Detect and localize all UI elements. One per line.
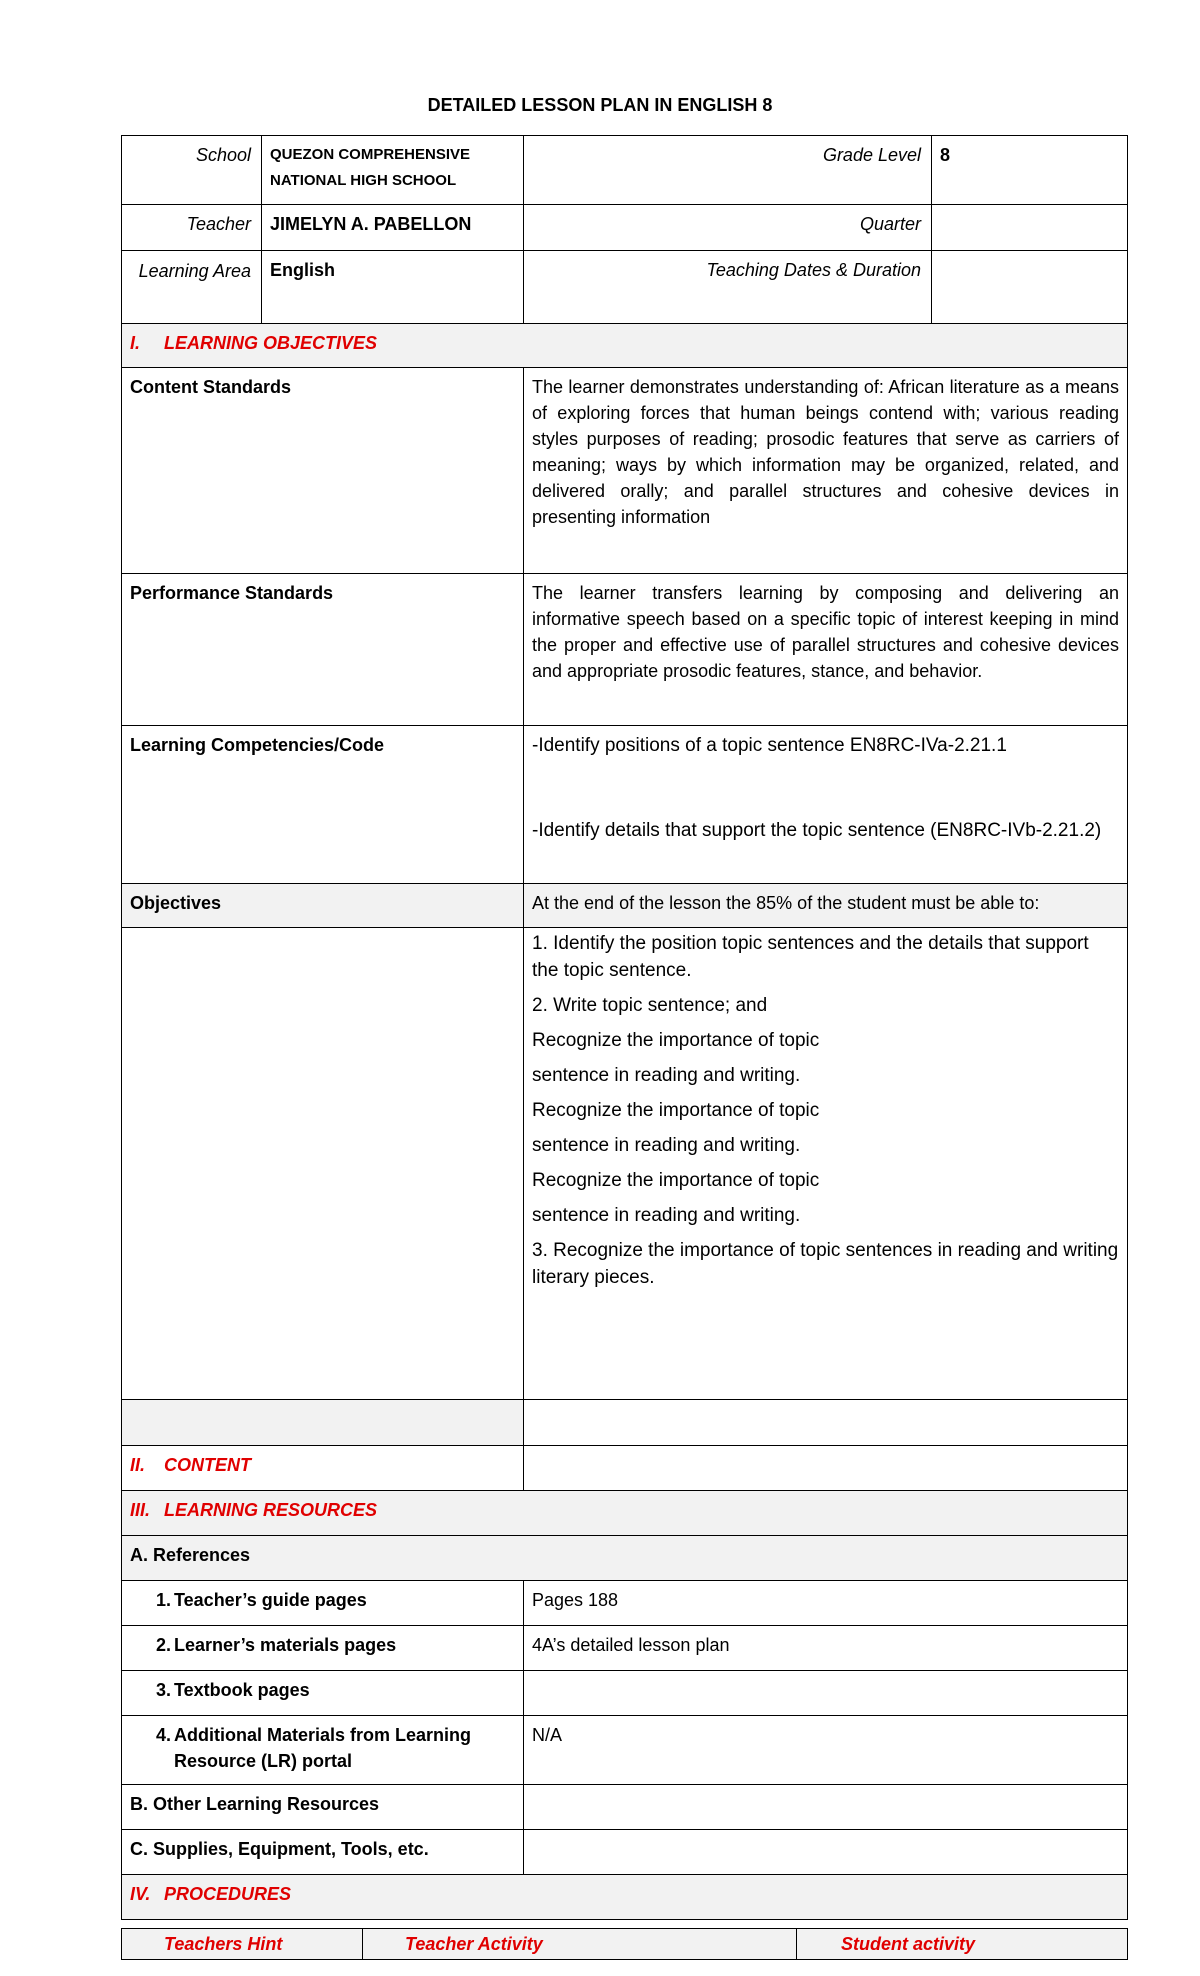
empty-row [122,1400,1128,1446]
reference-label: Additional Materials from Learning [174,1725,472,1745]
column-header-teachers-hint: Teachers Hint [122,1929,363,1960]
competencies-row [122,726,1128,884]
learning-area-label: Learning Area [122,251,262,324]
section-learning-resources [122,1491,1128,1536]
section-number: I. [130,333,141,353]
references-row [122,1536,1128,1581]
reference-label: Teacher’s guide pages [174,1590,367,1610]
section-number: III. [130,1500,151,1520]
objective-item: sentence in reading and writing. [532,1135,801,1156]
section-content [122,1446,1128,1491]
objectives-label: Objectives [122,884,524,928]
objective-item: sentence in reading and writing. [532,1205,801,1226]
reference-number: 4. [156,1725,172,1745]
header-row-school [122,136,1128,205]
objective-item: Recognize the importance of topic [532,1030,820,1051]
objective-item: 1. Identify the position topic sentences and the details that support the topic sentence. [532,933,1089,981]
section-title: LEARNING OBJECTIVES [164,333,378,353]
header-row-area [122,251,1128,324]
page-title: DETAILED LESSON PLAN IN ENGLISH 8 [427,95,773,115]
teacher-label: Teacher [122,205,262,251]
reference-value: 4A’s detailed lesson plan [524,1626,1128,1671]
supplies-row [122,1830,1128,1875]
objective-item: sentence in reading and writing. [532,1065,801,1086]
performance-standards-text: The learner transfers learning by composing and delivering an informative speech based on a specific topic of interest keeping in mind the proper and effective use of parallel structures and cohesive devices and appropriate prosodic features, stance, and behavior. [524,574,1128,726]
section-number: IV. [130,1884,151,1904]
performance-standards-label: Performance Standards [122,574,524,726]
teacher-value: JIMELYN A. PABELLON [262,205,524,251]
performance-standards-row [122,574,1128,726]
content-standards-label: Content Standards [122,368,524,574]
section-title: CONTENT [164,1455,251,1475]
content-standards-text: The learner demonstrates understanding of: African literature as a means of exploring forces that human beings contend with; various reading styles purposes of reading; prosodic features that serve as carriers of meaning; ways by which information may be organized, related, and delivered orally; and parallel structures and cohesive devices in presenting information [524,368,1128,574]
competency-item: -Identify positions of a topic sentence EN8RC-IVa-2.21.1 [532,735,1007,756]
reference-row [122,1671,1128,1716]
quarter-label: Quarter [524,205,932,251]
objective-item: Recognize the importance of topic [532,1100,820,1121]
objectives-row [122,884,1128,928]
teaching-dates-value [932,251,1128,324]
reference-row [122,1626,1128,1671]
reference-number: 1. [156,1590,172,1610]
reference-label-cont: Resource (LR) portal [174,1751,353,1771]
supplies-value [524,1830,1128,1875]
section-learning-objectives [122,324,1128,368]
objective-item: 2. Write topic sentence; and [532,995,768,1016]
reference-row [122,1716,1128,1785]
lesson-plan-table [121,135,1128,1920]
objectives-intro: At the end of the lesson the 85% of the student must be able to: [524,884,1128,928]
other-resources-value [524,1785,1128,1830]
header-row-teacher [122,205,1128,251]
school-label: School [122,136,262,205]
grade-level-label: Grade Level [524,136,932,205]
school-value: QUEZON COMPREHENSIVE NATIONAL HIGH SCHOOL [262,136,524,205]
reference-row [122,1581,1128,1626]
section-title: PROCEDURES [164,1884,292,1904]
competency-item: -Identify details that support the topic sentence (EN8RC-IVb-2.21.2) [532,820,1102,841]
learning-area-value: English [262,251,524,324]
content-standards-row [122,368,1128,574]
procedures-header-table [121,1928,1128,1960]
competencies-label: Learning Competencies/Code [122,726,524,884]
section-number: II. [130,1455,146,1475]
supplies-label: C. Supplies, Equipment, Tools, etc. [122,1830,524,1875]
reference-value [524,1671,1128,1716]
column-header-teacher-activity: Teacher Activity [363,1929,797,1960]
reference-label: Textbook pages [174,1680,310,1700]
column-header-student-activity: Student activity [797,1929,1128,1960]
references-label: A. References [122,1536,1128,1581]
reference-value: Pages 188 [524,1581,1128,1626]
objective-item: Recognize the importance of topic [532,1170,820,1191]
section-title: LEARNING RESOURCES [164,1500,378,1520]
other-resources-row [122,1785,1128,1830]
reference-number: 2. [156,1635,172,1655]
quarter-value [932,205,1128,251]
objectives-list-row [122,928,1128,1400]
other-resources-label: B. Other Learning Resources [122,1785,524,1830]
reference-value: N/A [524,1716,1128,1785]
grade-level-value: 8 [932,136,1128,205]
reference-number: 3. [156,1680,172,1700]
teaching-dates-label: Teaching Dates & Duration [524,251,932,324]
section-procedures [122,1875,1128,1920]
objective-item: 3. Recognize the importance of topic sentences in reading and writing literary pieces. [532,1240,1119,1288]
procedures-header-row [122,1929,1128,1960]
reference-label: Learner’s materials pages [174,1635,397,1655]
